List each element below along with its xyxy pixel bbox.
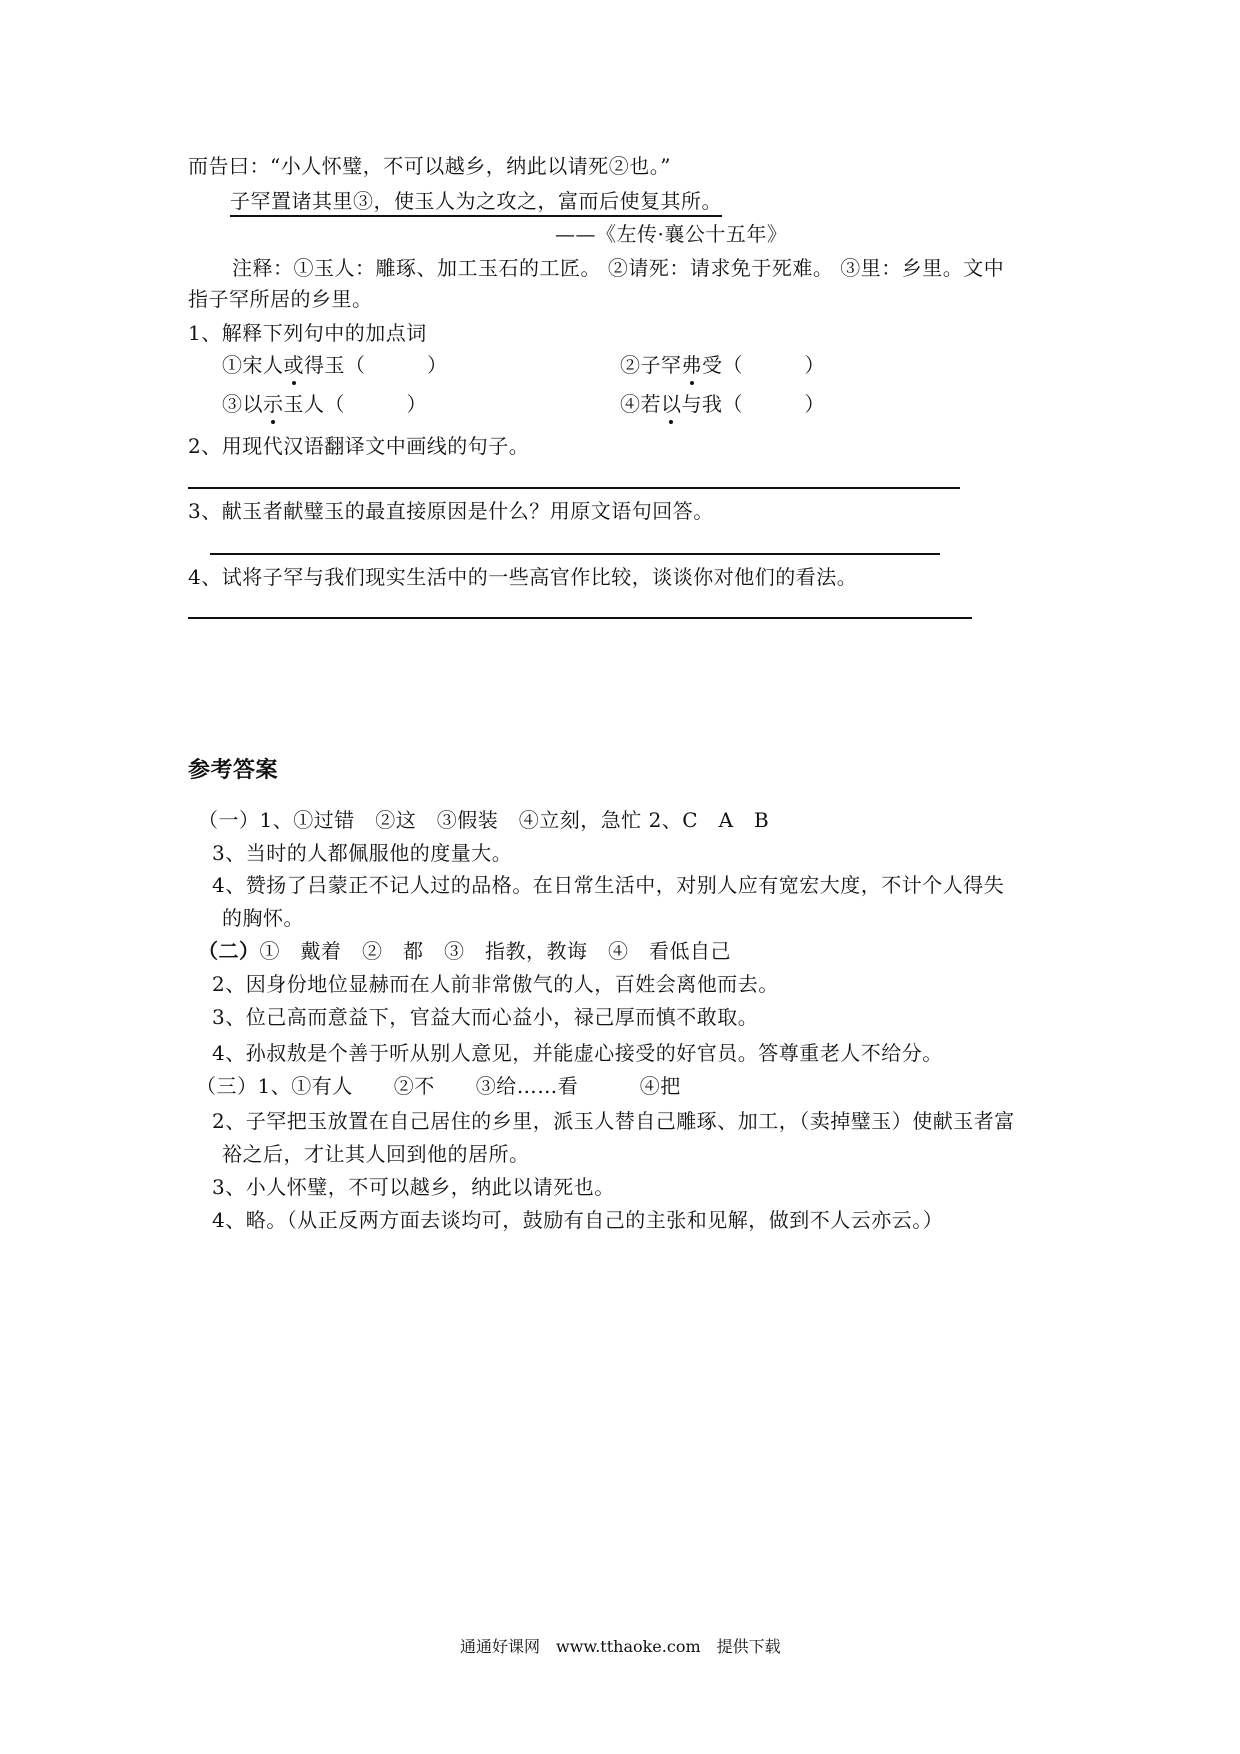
answer-line-text: 2、子罕把玉放置在自己居住的乡里，派玉人替自己雕琢、加工，（卖掉璧玉）使献玉者富	[212, 1109, 1015, 1133]
item-text: ③以	[222, 392, 263, 416]
underlined-sentence-text: 子罕置诸其里③，使玉人为之攻之，富而后使复其所。	[230, 189, 722, 217]
underlined-sentence	[230, 188, 722, 214]
notes-line-continued: 指子罕所居的乡里。	[188, 287, 373, 311]
item-blank: 受（ ）	[702, 353, 825, 377]
notes-line: 注释：①玉人：雕琢、加工玉石的工匠。 ②请死：请求免于死难。 ③里：乡里。文中	[232, 256, 1005, 280]
dotted-word: 示	[263, 392, 284, 416]
item-text: ②子罕	[620, 353, 682, 377]
answer-line-text: 2、因身份地位显赫而在人前非常傲气的人，百姓会离他而去。	[212, 972, 779, 996]
answer-line-text: 4、略。（从正反两方面去谈均可，鼓励有自己的主张和见解，做到不人云亦云。）	[212, 1208, 944, 1232]
dotted-word: 或	[283, 353, 304, 377]
answer-line-text: （三）1、①有人 ②不 ③给……看 ④把	[196, 1074, 681, 1098]
answer-line	[188, 487, 960, 489]
answers-heading: 参考答案	[188, 758, 279, 783]
page-footer: 通通好课网 www.tthaoke.com 提供下载	[460, 1637, 781, 1656]
item-blank: 玉人（ ）	[283, 392, 427, 416]
item-text: ①宋人	[222, 353, 284, 377]
question-3: 3、献玉者献璧玉的最直接原因是什么？用原文语句回答。	[188, 499, 714, 523]
item-blank: 得玉（ ）	[304, 353, 448, 377]
question-1-item	[620, 352, 825, 378]
dotted-word: 以	[661, 392, 682, 416]
question-1-item	[620, 391, 825, 417]
section-label: （二）	[198, 939, 260, 963]
dotted-word: 弗	[681, 353, 702, 377]
answer-items: ① 戴着 ② 都 ③ 指教，教诲 ④ 看低自己	[259, 939, 731, 963]
answer-line-text: 3、位己高而意益下，官益大而心益小，禄己厚而慎不敢取。	[212, 1005, 759, 1029]
answer-line-text: 4、孙叔敖是个善于听从别人意见，并能虚心接受的好官员。答尊重老人不给分。	[212, 1041, 943, 1065]
answer-line	[210, 553, 940, 555]
answer-line-text: 3、小人怀璧，不可以越乡，纳此以请死也。	[212, 1175, 615, 1199]
passage-line: 而告曰：“小人怀璧，不可以越乡，纳此以请死②也。”	[188, 154, 671, 178]
question-4: 4、试将子罕与我们现实生活中的一些高官作比较，谈谈你对他们的看法。	[188, 565, 858, 589]
question-1: 1、解释下列句中的加点词	[188, 321, 427, 345]
answer-line	[188, 617, 972, 619]
answer-line-text: 的胸怀。	[222, 906, 304, 930]
answer-line-text: 4、赞扬了吕蒙正不记人过的品格。在日常生活中，对别人应有宽宏大度，不计个人得失	[212, 873, 1005, 897]
passage-source: ——《左传·襄公十五年》	[555, 222, 788, 246]
item-blank: 与我（ ）	[681, 392, 825, 416]
answer-line-text: 裕之后，才让其人回到他的居所。	[222, 1142, 530, 1166]
item-text: ④若	[620, 392, 661, 416]
question-1-item	[222, 391, 427, 417]
answer-line-text	[198, 938, 731, 964]
answer-line-text: 3、当时的人都佩服他的度量大。	[212, 841, 513, 865]
question-2: 2、用现代汉语翻译文中画线的句子。	[188, 434, 530, 458]
question-1-item	[222, 352, 448, 378]
answer-line-text: （一）1、①过错 ②这 ③假装 ④立刻，急忙 2、C A B	[198, 808, 770, 832]
